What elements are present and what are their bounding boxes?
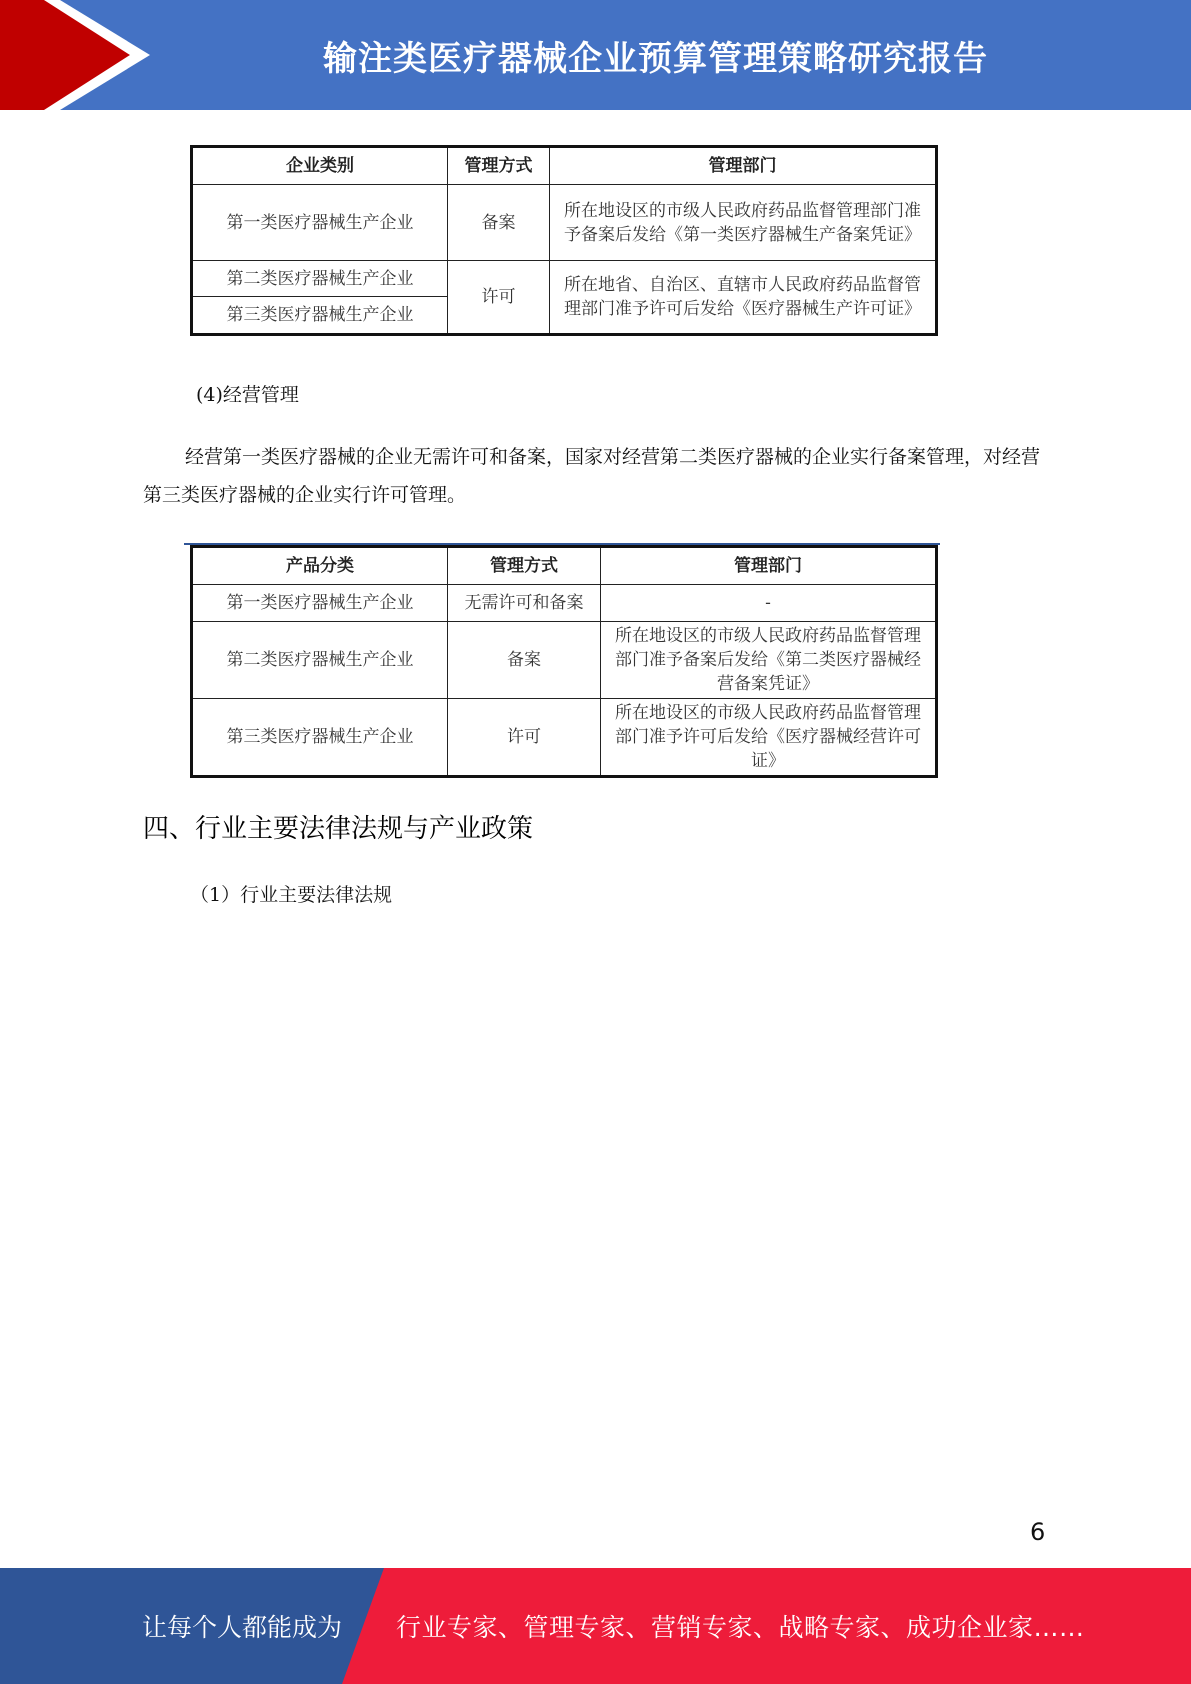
table-header-cell: 管理方式 bbox=[448, 547, 601, 585]
footer-slogan-right: 行业专家、管理专家、营销专家、战略专家、成功企业家…… bbox=[396, 1613, 1085, 1642]
table-cell: 许可 bbox=[448, 699, 601, 777]
subsection-heading: （1）行业主要法律法规 bbox=[190, 884, 393, 906]
table-header-row bbox=[192, 147, 937, 185]
table-row bbox=[192, 261, 937, 297]
table-header-cell: 管理部门 bbox=[550, 147, 937, 185]
table-cell: 所在地设区的市级人民政府药品监督管理部门准予备案后发给《第一类医疗器械生产备案凭证》 bbox=[550, 185, 937, 261]
report-title: 输注类医疗器械企业预算管理策略研究报告 bbox=[323, 38, 988, 79]
footer-slogan-left: 让每个人都能成为 bbox=[142, 1613, 343, 1642]
table-cell: 备案 bbox=[448, 185, 550, 261]
chevron-arrow-icon bbox=[0, 0, 160, 110]
table-cell: 许可 bbox=[448, 261, 550, 335]
table-header-cell: 产品分类 bbox=[192, 547, 448, 585]
section-heading: 四、行业主要法律法规与产业政策 bbox=[143, 814, 534, 844]
table-cell: 无需许可和备案 bbox=[448, 585, 601, 622]
table-header-cell: 管理方式 bbox=[448, 147, 550, 185]
table-row bbox=[192, 585, 937, 622]
table-cell: 第三类医疗器械生产企业 bbox=[192, 699, 448, 777]
table-cell: 第三类医疗器械生产企业 bbox=[192, 297, 448, 335]
footer-banner bbox=[0, 1568, 1191, 1684]
table-cell: 所在地设区的市级人民政府药品监督管理部门准予许可后发给《医疗器械经营许可证》 bbox=[601, 699, 937, 777]
table-cell: 第一类医疗器械生产企业 bbox=[192, 585, 448, 622]
table-cell: 所在地省、自治区、直辖市人民政府药品监督管理部门准予许可后发给《医疗器械生产许可证》 bbox=[550, 261, 937, 335]
table-row bbox=[192, 622, 937, 699]
header-banner bbox=[0, 0, 1191, 110]
table-header-cell: 管理部门 bbox=[601, 547, 937, 585]
page-number: 6 bbox=[1030, 1518, 1046, 1546]
table-row bbox=[192, 699, 937, 777]
table-cell: 第二类医疗器械生产企业 bbox=[192, 261, 448, 297]
table-cell: - bbox=[601, 585, 937, 622]
table-cell: 备案 bbox=[448, 622, 601, 699]
body-paragraph: 经营第一类医疗器械的企业无需许可和备案，国家对经营第二类医疗器械的企业实行备案管理，对经营第三类医疗器械的企业实行许可管理。 bbox=[143, 446, 1041, 506]
subsection-heading: (4)经营管理 bbox=[196, 384, 299, 406]
table-cell: 第一类医疗器械生产企业 bbox=[192, 185, 448, 261]
table-row bbox=[192, 185, 937, 261]
table-cell: 所在地设区的市级人民政府药品监督管理部门准予备案后发给《第二类医疗器械经营备案凭证》 bbox=[601, 622, 937, 699]
production-management-table bbox=[190, 145, 938, 336]
operation-management-table bbox=[190, 545, 938, 778]
table-cell: 第二类医疗器械生产企业 bbox=[192, 622, 448, 699]
table-header-cell: 企业类别 bbox=[192, 147, 448, 185]
table-header-row bbox=[192, 547, 937, 585]
